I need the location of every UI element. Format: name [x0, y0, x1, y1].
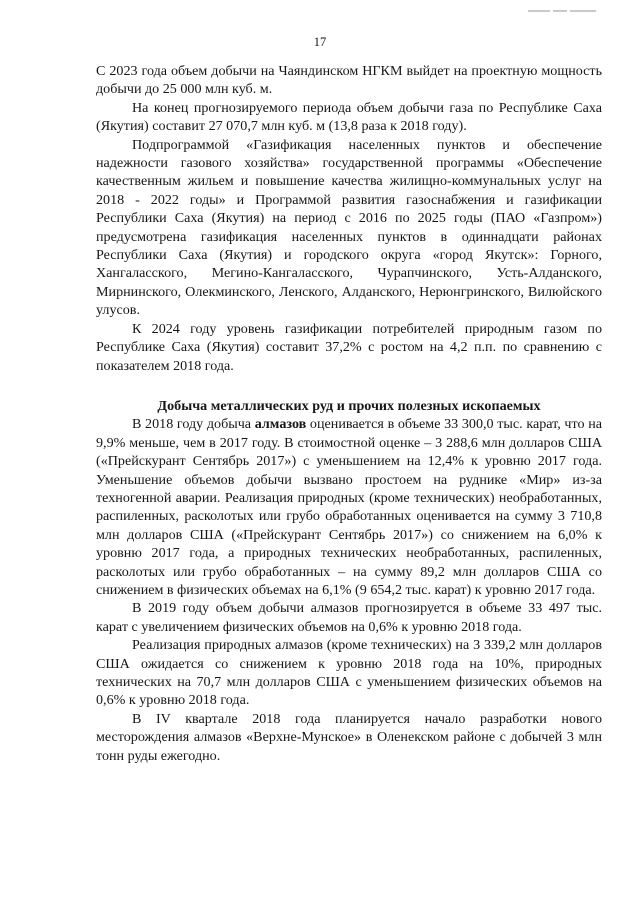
scan-mark-decoration — [528, 8, 598, 14]
diamond-text-bold: алмазов — [254, 416, 307, 433]
page-number: 17 — [313, 35, 327, 49]
diamond-text-after: оценивается в объеме 33 300,0 тыс. карат, что на 9,9% меньше, чем в 2017 году. В стоимостной оценке – 3 288,6 млн долларов США («Прейскурант Сентябрь 2017») с уменьшением на 12,4% к уровню 2017 года. Уменьшение объемов добычи вызвано простоем на руднике «Мир» из-за техногенной аварии. Реализация природных (кроме технических) необработанных, распиленных, расколотых или грубо обработанных оценивается на сумму 3 710,8 млн долларов США («Прейскурант Сентябрь 2017») со снижением на 6,0% к уровню 2017 года, а природных технических необработанных, распиленных, расколотых или грубо обработанных – на сумму 89,2 млн долларов США со снижением в физических объемах на 6,1% (9 654,2 тыс. карат) к уровню 2017 года. — [96, 416, 603, 598]
paragraph-gasification-program: Подпрограммой «Газификация населенных пунктов и обеспечение надежности газового хозяйства» государственной программы «Обеспечение качественным жильем и повышение качества жилищно-коммунальных услуг на 2018 - 2022 годы» и Программой развития газоснабжения и газификации Республики Саха (Якутия) на период с 2016 по 2025 годы (ПАО «Газпром») предусмотрена газификация населенных пунктов в одиннадцати районах Республики Саха (Якутия) и городского округа «город Якутск»: Горного, Хангаласского, Мегино-Кангаласского, Чурапчинского, Усть-Алданского, Мирнинского, Олекминского, Ленского, Алданского, Нерюнгринского, Вилюйского улусов. — [96, 136, 602, 319]
paragraph-gas-forecast: На конец прогнозируемого периода объем добычи газа по Республике Саха (Якутия) составит 27 070,7 млн куб. м (13,8 раза к 2018 году). — [96, 99, 602, 135]
document-body — [96, 62, 602, 765]
section-heading: Добыча металлических руд и прочих полезных ископаемых — [157, 397, 541, 414]
paragraph-diamond-sales: Реализация природных алмазов (кроме технических) на 3 339,2 млн долларов США ожидается со снижением к уровню 2018 года на 10%, природных технических на 70,7 млн долларов США с уменьшением физических объемов на 0,6% к уровню 2018 года. — [96, 637, 602, 709]
paragraph-gasification-level: К 2024 году уровень газификации потребителей природным газом по Республике Саха (Якутия) составит 37,2% с ростом на 4,2 п.п. по сравнению с показателем 2018 года. — [96, 320, 602, 374]
paragraph-diamond-forecast-2019: В 2019 году объем добычи алмазов прогнозируется в объеме 33 497 тыс. карат с увеличением физических объемов на 0,6% к уровню 2018 года. — [96, 600, 602, 635]
paragraph-new-deposit: В IV квартале 2018 года планируется начало разработки нового месторождения алмазов «Верхне-Мунское» в Оленекском районе с добычей 3 млн тонн руды ежегодно. — [96, 710, 602, 764]
paragraph-production-2023: С 2023 года объем добычи на Чаяндинском НГКМ выйдет на проектную мощность добычи до 25 000 млн куб. м. — [96, 63, 602, 98]
paragraph-diamond-production — [96, 415, 602, 599]
diamond-text-before: В 2018 году добыча — [132, 416, 255, 433]
